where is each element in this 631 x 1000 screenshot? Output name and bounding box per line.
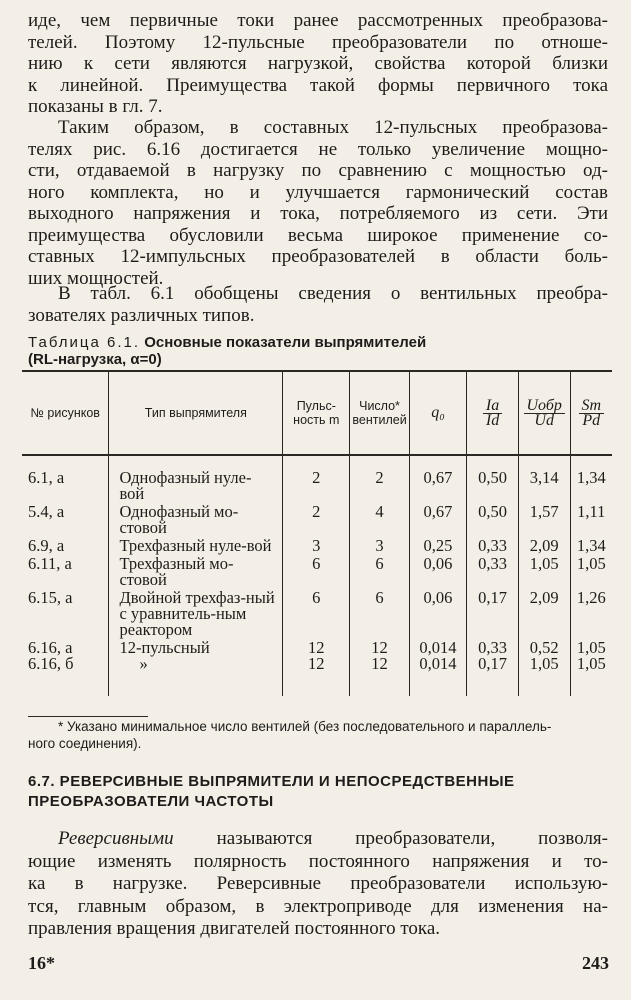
cell-q0: 0,67 <box>409 502 467 536</box>
table-footnote <box>28 718 608 752</box>
text-line: показаны в гл. 7. <box>28 96 163 117</box>
cell-q0: 0,67 <box>409 455 467 502</box>
table-row <box>22 502 612 536</box>
text-line: ного комплекта, но и улучшается гармонический состав <box>28 181 608 203</box>
cell-fig: 6.16, б <box>28 654 74 673</box>
cell-pulse: 12 <box>283 638 350 656</box>
cell-valves: 12 <box>350 656 409 696</box>
text-line: нию к сети являются нагрузкой, свойства которой близки <box>28 53 608 74</box>
footnote-line: ного соединения). <box>28 736 142 751</box>
page-number: 243 <box>582 953 609 973</box>
cell-u: 0,52 <box>518 638 570 656</box>
header-u-ratio: $\frac{\text{Uобр}}{Ud}$ <box>518 371 570 455</box>
cell-u: 1,05 <box>518 554 570 588</box>
cell-type: Однофазный мо-стовой <box>109 502 283 536</box>
header-q0: q₀ <box>409 371 467 455</box>
paragraph-4 <box>28 828 608 941</box>
cell-s: 1,34 <box>570 536 612 554</box>
cell-u: 1,57 <box>518 502 570 536</box>
cell-valves: 6 <box>350 588 409 638</box>
cell-q0: 0,06 <box>409 554 467 588</box>
cell-type: » <box>109 656 283 696</box>
table-title: Основные показатели выпрямителей <box>144 334 427 351</box>
text-line: выходного напряжения и тока, потребляемого из сети. Эти <box>28 203 608 224</box>
cell-ia: 0,17 <box>467 656 519 696</box>
text-line: телей. Поэтому 12-пульсные преобразователи по отноше- <box>28 31 608 53</box>
paragraph-1 <box>28 10 608 118</box>
text-line: правления вращения двигателей постоянного тока. <box>28 918 441 939</box>
text-line: Таким образом, в составных 12-пульсных преобразова- <box>58 117 608 138</box>
header-type: Тип выпрямителя <box>109 371 283 455</box>
cell-fig: 6.16, а <box>28 638 73 657</box>
header-ia-ratio: $\frac{Iа}{Id}$ <box>467 371 519 455</box>
footnote-rule <box>28 716 148 717</box>
cell-q0: 0,014 <box>409 638 467 656</box>
text-line: преимущества обусловили весьма широкое применение со- <box>28 224 608 246</box>
paragraph-3 <box>28 283 608 326</box>
header-valves: Число* вентилей <box>350 371 409 455</box>
text-line: сти, отдаваемой в нагрузку по сравнению с мощностью од- <box>28 160 608 181</box>
table-row <box>22 455 612 502</box>
text-line: ка в нагрузке. Реверсивные преобразователи использую- <box>28 873 608 894</box>
text-line: ющие изменять полярность постоянного напряжения и то- <box>28 850 608 872</box>
cell-type: Трехфазный мо-стовой <box>109 554 283 588</box>
header-pulse: Пульс-ность m <box>283 371 350 455</box>
cell-ia: 0,50 <box>467 502 519 536</box>
cell-ia: 0,33 <box>467 638 519 656</box>
text-line: ших мощностей. <box>28 267 164 289</box>
text-line: ставных 12-импульсных преобразователей в области боль- <box>28 246 608 267</box>
text-fragment: называются преобразователи, позволя- <box>173 828 608 849</box>
cell-pulse: 3 <box>283 536 350 554</box>
cell-ia: 0,33 <box>467 554 519 588</box>
table-row <box>22 656 612 696</box>
table-row <box>22 588 612 638</box>
cell-u: 2,09 <box>518 588 570 638</box>
cell-s: 1,34 <box>570 455 612 502</box>
cell-pulse: 2 <box>283 502 350 536</box>
text-line: тся, главным образом, в электроприводе для изменения на- <box>28 895 608 917</box>
cell-pulse: 6 <box>283 554 350 588</box>
cell-fig: 6.1, а <box>28 468 65 487</box>
cell-u: 3,14 <box>518 455 570 502</box>
heading-line: 6.7. РЕВЕРСИВНЫЕ ВЫПРЯМИТЕЛИ И НЕПОСРЕДСТВЕННЫЕ <box>28 773 515 790</box>
cell-s: 1,05 <box>570 656 612 696</box>
cell-type: Трехфазный нуле-вой <box>109 536 283 554</box>
cell-fig: 6.9, а <box>28 536 65 555</box>
cell-s: 1,26 <box>570 588 612 638</box>
paragraph-2 <box>28 117 608 289</box>
cell-ia: 0,33 <box>467 536 519 554</box>
cell-valves: 3 <box>350 536 409 554</box>
rectifier-table <box>22 370 612 696</box>
signature-mark: 16* <box>28 953 55 973</box>
section-heading <box>28 772 608 812</box>
text-line: телях рис. 6.16 достигается не только увеличение мощно- <box>28 138 608 160</box>
text-line <box>28 828 608 851</box>
cell-s: 1,05 <box>570 638 612 656</box>
table-caption <box>28 334 608 368</box>
cell-s: 1,11 <box>570 502 612 536</box>
table-row <box>22 554 612 588</box>
table-subtitle: (RL-нагрузка, α=0) <box>28 351 162 368</box>
cell-q0: 0,25 <box>409 536 467 554</box>
footnote-line: * Указано минимальное число вентилей (без последовательного и параллель- <box>58 719 552 734</box>
cell-type: Однофазный нуле-вой <box>109 455 283 502</box>
cell-pulse: 12 <box>283 656 350 696</box>
cell-fig: 5.4, а <box>28 502 65 521</box>
heading-line: ПРЕОБРАЗОВАТЕЛИ ЧАСТОТЫ <box>28 793 274 810</box>
cell-type: 12-пульсный <box>109 638 283 656</box>
cell-pulse: 6 <box>283 588 350 638</box>
cell-fig: 6.15, а <box>28 588 73 607</box>
cell-valves: 2 <box>350 455 409 502</box>
cell-pulse: 2 <box>283 455 350 502</box>
cell-s: 1,05 <box>570 554 612 588</box>
text-line: к линейной. Преимущества такой формы первичного тока <box>28 74 608 96</box>
cell-valves: 6 <box>350 554 409 588</box>
cell-u: 2,09 <box>518 536 570 554</box>
text-line: В табл. 6.1 обобщены сведения о вентильных преобра- <box>58 283 608 304</box>
cell-q0: 0,014 <box>409 656 467 696</box>
cell-fig: 6.11, а <box>28 554 72 573</box>
cell-q0: 0,06 <box>409 588 467 638</box>
cell-ia: 0,50 <box>467 455 519 502</box>
cell-ia: 0,17 <box>467 588 519 638</box>
header-s-ratio: $\frac{Sт}{Pd}$ <box>570 371 612 455</box>
text-line: зователях различных типов. <box>28 304 255 326</box>
cell-type: Двойной трехфаз-ный с уравнитель-ным реактором <box>109 588 283 638</box>
cell-valves: 4 <box>350 502 409 536</box>
italic-term: Реверсивными <box>58 828 174 849</box>
table-row <box>22 536 612 554</box>
cell-valves: 12 <box>350 638 409 656</box>
text-line: иде, чем первичные токи ранее рассмотренных преобразова- <box>28 10 608 31</box>
cell-u: 1,05 <box>518 656 570 696</box>
header-fig: № рисунков <box>22 371 109 455</box>
table-label: Таблица 6.1. <box>28 334 141 351</box>
